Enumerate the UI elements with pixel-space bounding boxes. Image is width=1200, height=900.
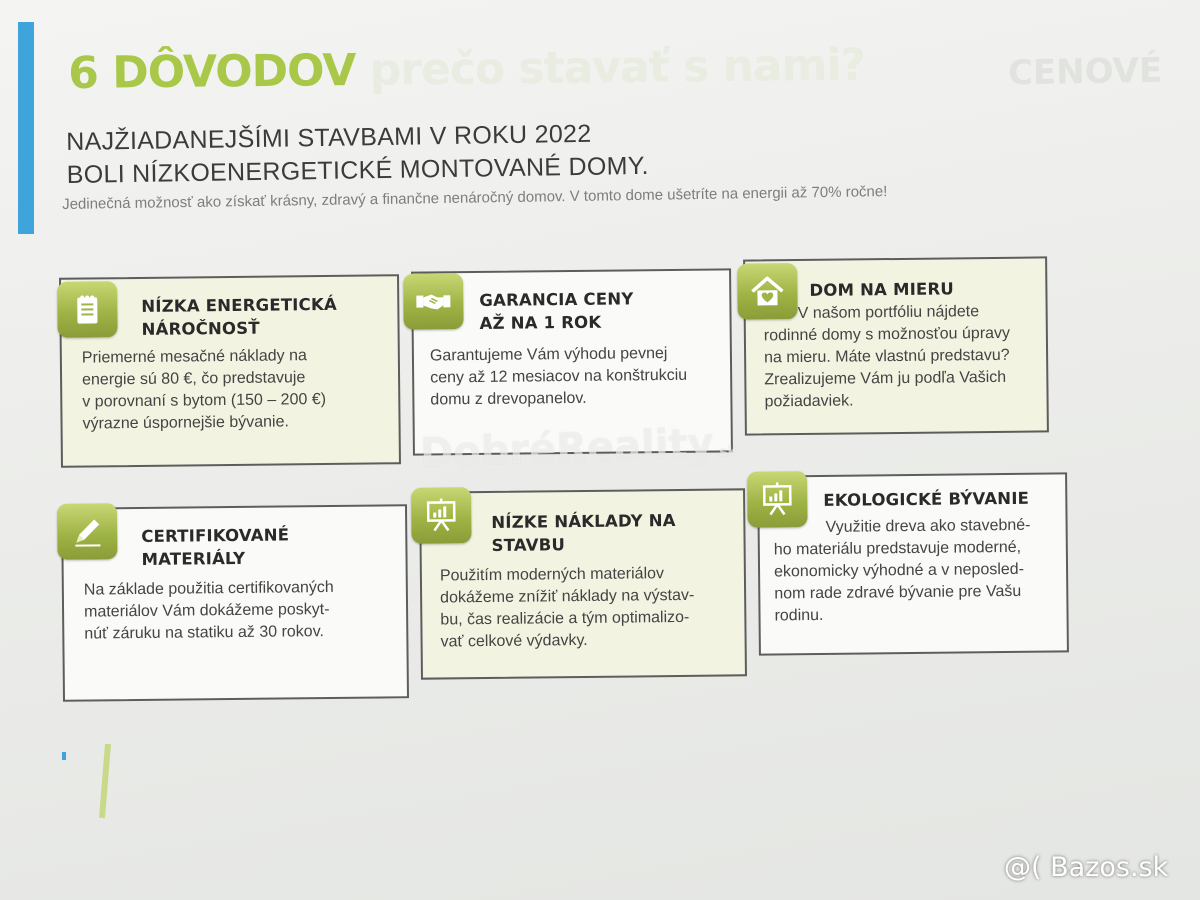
bazos-watermark: @( Bazos.sk	[1004, 852, 1169, 883]
card-text-line: požiadaviek.	[764, 392, 854, 411]
card-text-line: V našom portfóliu nájdete	[797, 303, 980, 323]
card-ecological-living	[757, 472, 1069, 655]
headline-faded: prečo stavať s nami?	[369, 39, 866, 96]
card-text-line: Zrealizujeme Vám ju podľa Vašich	[764, 368, 1007, 389]
notepad-icon	[57, 281, 118, 338]
card-text-line: Na základe použitia certifikovaných	[83, 578, 334, 599]
card-low-construction-costs	[419, 488, 747, 679]
card-low-energy	[59, 274, 401, 468]
card-text-line: nom rade zdravé bývanie pre Vašu	[774, 582, 1022, 603]
headline	[68, 40, 865, 99]
handshake-icon	[403, 273, 464, 330]
card-custom-house	[743, 256, 1049, 435]
card-title-line: AŽ NA 1 ROK	[479, 312, 602, 333]
dobre-reality-watermark	[419, 419, 737, 476]
card-title	[823, 487, 1029, 512]
card-text-line: Garantujeme Vám výhodu pevnej	[429, 345, 668, 365]
card-text-line: výrazne úspornejšie bývanie.	[82, 413, 289, 433]
card-text-line: materiálov Vám dokážeme poskyt-	[83, 601, 330, 621]
card-title-line: NÁROČNOSŤ	[141, 318, 260, 339]
card-text-line: Využitie dreva ako stavebné-	[825, 516, 1031, 536]
blue-accent-bar	[18, 22, 34, 234]
subhead-line-1: NAJŽIADANEJŠÍMI STAVBAMI V ROKU 2022	[66, 119, 592, 156]
card-title-line: CERTIFIKOVANÉ	[141, 525, 290, 546]
card-title-line: NÍZKA ENERGETICKÁ	[141, 294, 337, 316]
card-title-line: MATERIÁLY	[141, 548, 246, 569]
card-title-line: DOM NA MIERU	[809, 279, 955, 300]
card-certified-materials	[61, 504, 409, 702]
card-title-line: EKOLOGICKÉ BÝVANIE	[823, 488, 1030, 510]
card-text-line: energie sú 80 €, čo predstavuje	[81, 369, 306, 389]
card-text-line: ceny až 12 mesiacov na konštrukciu	[430, 366, 688, 387]
card-title-line: GARANCIA CENY	[479, 289, 634, 310]
headline-green: 6 DÔVODOV	[68, 44, 356, 99]
card-text	[82, 345, 327, 436]
card-title	[141, 523, 289, 571]
decorative-marks	[56, 742, 126, 822]
card-text-line: rodinné domy s možnosťou úpravy	[763, 324, 1011, 345]
card-title-line: NÍZKE NÁKLADY NA	[491, 511, 676, 532]
corner-title: CENOVÉ	[1007, 50, 1163, 94]
card-text-line: ekonomicky výhodné a v neposled-	[773, 560, 1025, 581]
presentation-chart-icon	[411, 487, 472, 544]
watermark-text: DobréReality	[419, 420, 715, 477]
card-text-line: Priemerné mesačné náklady na	[81, 347, 307, 367]
card-text-line: ho materiálu predstavuje moderné,	[773, 538, 1022, 559]
card-text	[84, 577, 335, 646]
card-text	[764, 301, 1011, 414]
card-text	[430, 343, 688, 412]
card-title	[491, 509, 676, 557]
card-text-line: bu, čas realizácie a tým optimalizo-	[440, 608, 690, 629]
card-text-line: rodinu.	[774, 606, 824, 625]
card-title	[809, 277, 954, 302]
watermark-suffix: .sk	[713, 443, 738, 461]
card-text-line: dokážeme znížiť náklady na výstav-	[440, 586, 695, 607]
card-text-line: núť záruku na statiku až 30 rokov.	[84, 623, 325, 643]
card-text-line: Použitím moderných materiálov	[439, 565, 665, 585]
card-text	[774, 515, 1032, 628]
subhead	[66, 117, 649, 192]
card-text-line: v porovnaní s bytom (150 – 200 €)	[82, 390, 327, 411]
card-text-line: vať celkové výdavky.	[440, 631, 588, 651]
card-text-line: domu z drevopanelov.	[430, 389, 587, 409]
card-text-line: na mieru. Máte vlastnú predstavu?	[764, 346, 1010, 367]
subhead-line-2: BOLI NÍZKOENERGETICKÉ MONTOVANÉ DOMY.	[66, 151, 649, 189]
pencil-icon	[57, 503, 118, 560]
card-title	[141, 293, 337, 341]
card-title-line: STAVBU	[491, 535, 566, 555]
card-text	[440, 563, 695, 654]
intro-text: Jedinečná možnosť ako získať krásny, zdravý a finančne nenáročný domov. V tomto dome ušetríte na energii až 70% ročne!	[62, 183, 888, 213]
card-title	[479, 287, 634, 335]
